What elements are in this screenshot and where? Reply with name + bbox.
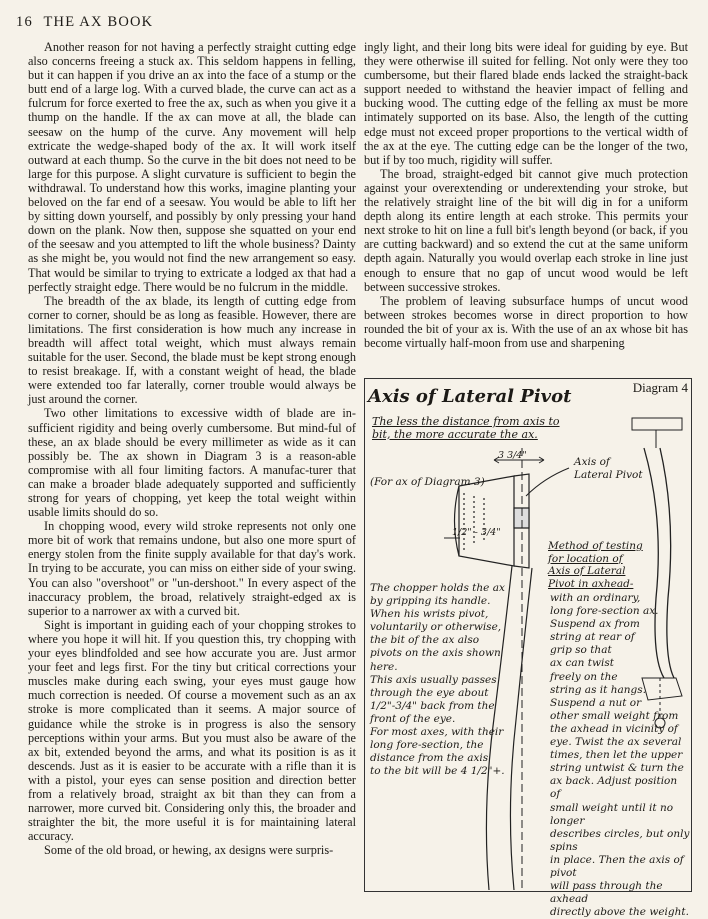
- dimension-label: 3 3/4": [498, 450, 527, 461]
- subtitle-line: The less the distance from axis to: [372, 415, 560, 428]
- paragraph: The broad, straight-edged bit cannot give much protection against your overextending or underextending your stroke, but the relatively straight line of the bit will dig in for a uniform depth along its entire length at each stroke. This permits your next stroke to hit on line a full bit's length beyond (or back, if you are cutting backward) and so extend the cut at the same uniform depth again. Naturally you would overlap each stroke in line just enough to ensure that no gap of uncut wood would be left between successive strokes.: [364, 166, 688, 294]
- diagram-label: Diagram 4: [632, 380, 688, 395]
- paragraph: Another reason for not having a perfectly straight cutting edge also concerns freeing a stuck ax. This seldom happens in felling, but it can happen if you drive an ax into the face of a stump or the butt end of a large log. With a curved blade, the curve can act as a fulcrum for force exerted to free the ax, such as when you give it a thump on the handle. If the ax can move at all, the blade can seesaw on the hump of the curve. Any movement will help extricate the wedge-shaped body of the ax. It will work itself outward at each thump. So the curve in the bit does not need to be large for this purpose. A slight curvature is sufficient to begin the withdrawal. To understand how this works, imagine planting your beloved on the far end of a seesaw. You would be able to lift her by sitting down yourself, and possibly by only pressing your hand down on the plank. Now then, suppose she squatted on your end of the seesaw and you attempted to lift the whole business? Dainty as she might be, you would not find the new arrangement so easy. That would be similar to trying to extricate a lodged ax that had a perfectly straight edge. There would be no fulcrum in the middle.: [28, 40, 356, 294]
- paragraph: Two other limitations to excessive width of blade are in-sufficient rigidity and being overly cumbersome. But mind-ful of these, an ax blade should be every millimeter as wide as it can possibly be. The ax shown in Diagram 3 is a reason-able compromise with all four limiting factors. A manufac-turer that can make a broader blade adequately supported and sufficiently strong for years of chopping, yet keep the total weight within usable limits should do so.: [28, 406, 356, 520]
- axis-label-line: Lateral Pivot: [574, 468, 643, 481]
- diagram-right-note: with an ordinary, long fore-section ax. Suspend ax from string at rear of grip so that ax can twist freely on the string as it hangs. Suspend a nut or other small weight from the axhead in vicinity of eye. Twist the ax several times, then let the upper string untwist & turn the ax back. Adjust position of small weight until it no longer describes circles, but only spins in place. Then the axis of pivot will pass through the axhead directly above the weight.: [550, 592, 690, 919]
- diagram-left-note: The chopper holds the ax by gripping its handle. When his wrists pivot, voluntarily or otherwise, the bit of the ax also pivots on the axis shown here. This axis usually passes through the eye about 1/2"-3/4" back from the front of the eye. For most axes, with their long fore-section, the distance from the axis to the bit will be 4 1/2"+.: [370, 582, 505, 778]
- paragraph: ingly light, and their long bits were ideal for guiding by eye. But they were otherwise ill suited for felling. Not only were they too cumbersome, but their flared blade ends lacked the straight-back support needed to withstand the heavier impact of felling and bucking wood. The cutting edge of the felling ax must be more intimately supported on its base. Also, the length of the cutting edge must not exceed proper proportions to the vertical width of the ax at the eye. The cutting edge can be the longer of the two, but if by too much, rigidity will suffer.: [364, 40, 688, 167]
- diagram-4: [364, 378, 692, 919]
- paragraph: In chopping wood, every wild stroke represents not only one more bit of work that remains undone, but also one more spurt of energy stolen from the finite supply available for that day's work. In trying to be accurate, you can miss on either side of your swing. You can also "overshoot" or "un-dershoot." In every aspect of the inaccuracy problem, the broad, relatively straight-edged ax is superior to a narrower ax with a curved bit.: [28, 519, 356, 618]
- method-heading: [548, 540, 643, 590]
- axhead-drawing: [455, 474, 530, 568]
- left-text-column: [28, 40, 356, 890]
- dimension-label: 1/2" - 3/4": [452, 527, 501, 538]
- method-line: Axis of Lateral: [548, 565, 626, 577]
- diagram-reference-note: (For ax of Diagram 3): [370, 476, 485, 488]
- paragraph: The problem of leaving subsurface humps of uncut wood between strokes becomes worse in direct proportion to how rounded the bit of your ax is. With the use of an ax whose bit has become virtually half-moon from use and sharpening: [364, 293, 688, 350]
- axis-label-line: Axis of: [574, 456, 610, 468]
- paragraph: Some of the old broad, or hewing, ax designs were surpris-: [44, 843, 334, 858]
- running-title: THE AX BOOK: [43, 14, 154, 30]
- axis-label: [574, 456, 643, 481]
- page-header: [16, 14, 153, 31]
- diagram-title: Axis of Lateral Pivot: [368, 386, 572, 407]
- paragraph: Sight is important in guiding each of your chopping strokes to where you hope it will hit. If you question this, try chopping with your eyes blindfolded and see how accurate you are. Just armor your feet and legs first. For the tiny but critical corrections your muscles make during each swing, your eyes must gauge how much correction is needed. Of course a movement such as an ax stroke is more complicated than it seems. A major source of guidance while the stroke is in progress is also the sensory perceptions within your arms. But you must also be aware of the ax bit, extended beyond the arms, and what its position is as it descends. Just as it is easier to be accurate with a rifle than it is with a pistol, your eyes can sense position and direction better from a relatively broad, straight ax bit than they can from a narrower, more curved bit. Considering only this, the broader and straighter the bit, the more useful it is for maintaining lateral accuracy.: [28, 617, 356, 844]
- paragraph: The breadth of the ax blade, its length of cutting edge from corner to corner, should be as long as feasible. However, there are limitations. The first consideration is how much any increase in breadth will affect total weight, which must always remain suitable for the user. Second, the blade must be kept strong enough to resist breakage. If, with a constant weight of head, the blade were extended too far laterally, corner trouble would always be just around the corner.: [28, 293, 356, 407]
- subtitle-line: bit, the more accurate the ax.: [372, 427, 538, 441]
- diagram-subtitle: [372, 416, 560, 441]
- page-number: 16: [16, 14, 33, 30]
- method-line: Pivot in axhead-: [548, 577, 634, 590]
- right-text-column: [364, 40, 688, 350]
- method-line: for location of: [548, 552, 623, 565]
- method-line: Method of testing: [548, 540, 643, 552]
